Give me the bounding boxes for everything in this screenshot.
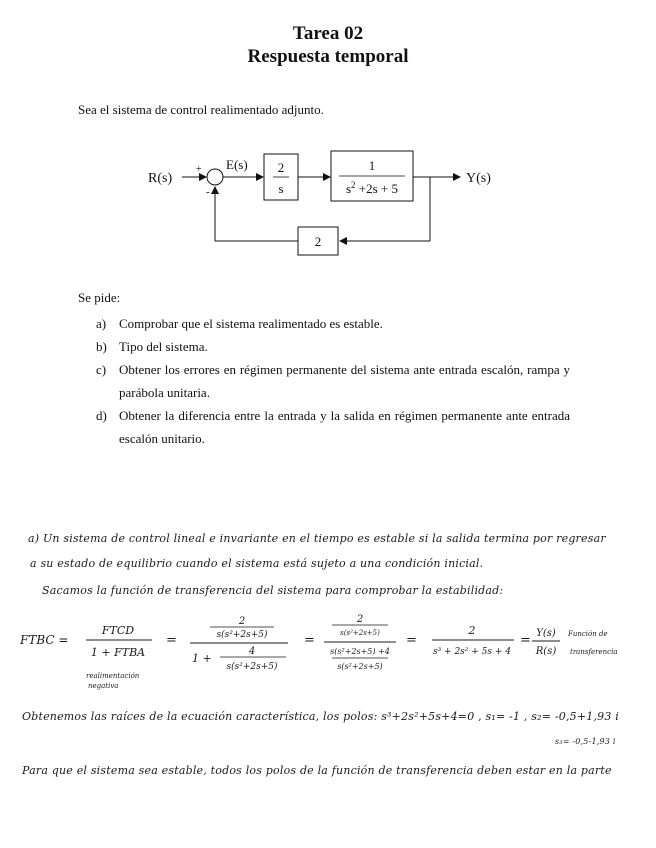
step2-denominator-num: s(s²+2s+5) +4 [330,647,390,656]
question-text: Comprobar que el sistema realimentado es estable. [119,316,383,331]
ftcd-numerator: FTCD [101,624,135,637]
controller-denominator: s [278,181,284,196]
question-c [96,358,570,404]
inner-denominator: s(s²+2s+5) [226,662,278,672]
one-plus: 1 + [192,652,212,665]
question-d [96,404,570,450]
handwritten-line-6: s₃= -0,5-1,93 i [555,737,616,746]
error-signal-label: E(s) [226,157,248,172]
feedback-gain: 2 [314,234,322,249]
page-subtitle: Respuesta temporal [247,46,409,67]
note-negativa: negativa [88,682,119,690]
summing-junction [207,169,223,185]
question-text: Obtener los errores en régimen permanente del sistema ante entrada escalón, rampa y parábola unitaria. [119,362,570,400]
equals-sign: = [304,633,315,648]
inner-denominator: s(s²+2s+5) [216,630,268,640]
step2-denominator: s(s²+2s+5) [340,629,380,637]
question-text: Obtener la diferencia entre la entrada y la salida en régimen permanente ante entrada escalón unitario. [119,408,570,446]
r-denominator: R(s) [535,646,557,657]
minus-sign: - [206,186,210,198]
question-text: Tipo del sistema. [119,339,208,354]
question-a [96,312,570,335]
note-realimentacion: realimentación [86,672,140,680]
intro-text: Sea el sistema de control realimentado adjunto. [78,102,324,117]
step2-numerator: 2 [356,614,364,625]
handwritten-line-5: Obtenemos las raíces de la ecuación característica, los polos: s³+2s²+5s+4=0 , s₁= -1 , s₂= -0,5+1,93 i [22,710,619,723]
plant-denominator: $s^2 +2s + 5$ [345,180,399,196]
inner-numerator-4: 4 [248,646,256,657]
equals-sign: = [406,633,417,648]
equals-sign: = [166,633,177,648]
ftba-denominator: 1 + FTBA [90,646,146,659]
handwritten-line-2: a su estado de equilibrio cuando el sistema está sujeto a una condición inicial. [30,557,484,570]
controller-numerator: 2 [277,160,285,175]
input-signal-label: R(s) [148,171,173,186]
block-diagram [140,143,520,268]
question-label: b) [96,339,107,354]
handwritten-line-3: Sacamos la función de transferencia del sistema para comprobar la estabilidad: [42,584,504,597]
handwritten-equation [20,612,640,702]
equals-sign: = [520,633,531,648]
handwritten-line-1: a) Un sistema de control lineal e invariante en el tiempo es estable si la salida termina por regresar [28,532,606,545]
result-denominator: s³ + 2s² + 5s + 4 [432,647,512,657]
question-label: d) [96,408,107,423]
plant-numerator: 1 [368,158,376,173]
result-numerator: 2 [468,624,476,637]
question-label: a) [96,316,107,331]
output-signal-label: Y(s) [466,171,491,186]
section-se-pide: Se pide: [78,290,121,305]
question-b [96,335,570,358]
page-title: Tarea 02 [292,23,364,44]
inner-numerator: 2 [238,616,246,627]
step2-denominator-den: s(s²+2s+5) [337,662,383,671]
handwritten-line-7: Para que el sistema sea estable, todos los polos de la función de transferencia deben estar en la parte [22,764,612,777]
ftbc-label: FTBC = [20,633,69,647]
note-transferencia: transferencia [570,648,618,656]
y-numerator: Y(s) [536,628,556,639]
note-funcion: Función de [568,630,608,638]
plus-sign: + [196,164,202,175]
question-label: c) [96,362,107,377]
